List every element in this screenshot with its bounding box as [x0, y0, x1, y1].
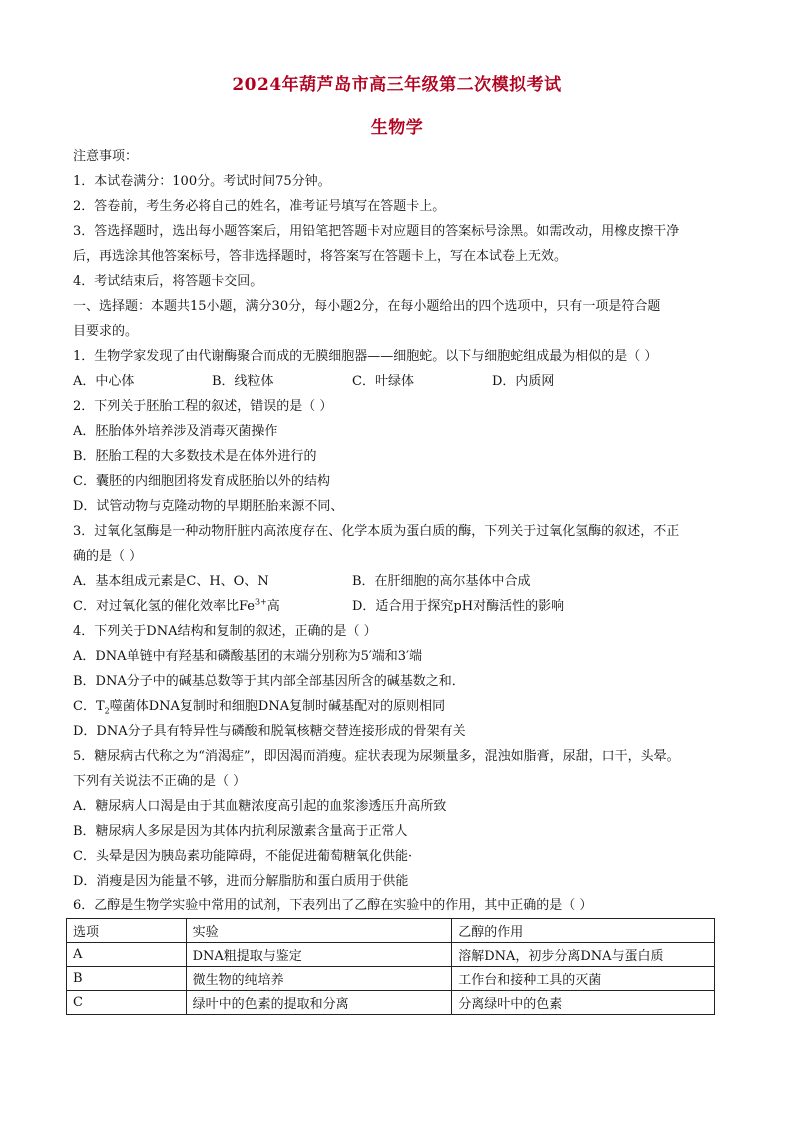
- table-cell: C: [67, 991, 187, 1015]
- option-a: A．糖尿病人口渴是由于其血糖浓度高引起的血浆渗透压升高所致: [73, 799, 447, 814]
- ethanol-table: [66, 918, 715, 1015]
- table-cell: 微生物的纯培养: [186, 967, 452, 991]
- question-6-stem: 6．乙醇是生物学实验中常用的试剂，下表列出了乙醇在实验中的作用，其中正确的是（ ）: [73, 898, 593, 913]
- option-c: [73, 698, 733, 716]
- question-1-stem: 1．生物学家发现了由代谢酶聚合而成的无膜细胞器——细胞蛇。以下与细胞蛇组成最为相似的是（ ）: [73, 349, 658, 364]
- option-b: B．糖尿病人多尿是因为其体内抗利尿激素含量高于正常人: [73, 824, 408, 839]
- table-row: [67, 991, 715, 1015]
- option-c: C．叶绿体: [352, 374, 414, 389]
- option-a: A．基本组成元素是C、H、O、N: [73, 574, 269, 589]
- option-b: B．线粒体: [212, 374, 274, 389]
- phage-subscript: 2: [104, 706, 110, 716]
- option-d: D．内质网: [492, 374, 555, 389]
- exam-title: 2024年葫芦岛市高三年级第二次模拟考试: [232, 75, 562, 95]
- note-item: 2．答卷前，考生务必将自己的姓名，准考证号填写在答题卡上。: [73, 199, 446, 214]
- option-c-text: C．对过氧化氢的催化效率比Fe: [73, 599, 255, 614]
- option-b: B．胚胎工程的大多数技术是在体外进行的: [73, 449, 317, 464]
- option-a: A．胚胎体外培养涉及消毒灭菌操作: [73, 424, 278, 439]
- table-cell: 工作台和接种工具的灭菌: [452, 967, 715, 991]
- question-3-stem: 3．过氧化氢酶是一种动物肝脏内高浓度存在、化学本质为蛋白质的酶，下列关于过氧化氢酶的叙述，不正: [73, 524, 680, 539]
- option-d: D．试管动物与克隆动物的早期胚胎来源不同、: [73, 499, 344, 514]
- table-cell: A: [67, 943, 187, 967]
- table-cell: B: [67, 967, 187, 991]
- question-5-stem-cont: 下列有关说法不正确的是（ ）: [73, 774, 247, 789]
- option-b: B．DNA分子中的碱基总数等于其内部全部基因所含的碱基数之和．: [73, 674, 465, 689]
- table-header: 选项: [67, 919, 187, 943]
- charge-superscript: 3+: [254, 597, 267, 607]
- option-c: C．头晕是因为胰岛素功能障碍，不能促进葡萄糖氧化供能·: [73, 849, 413, 864]
- table-cell: DNA粗提取与鉴定: [186, 943, 452, 967]
- note-item: 后，再选涂其他答案标号，答非选择题时，将答案写在答题卡上，写在本试卷上无效。: [73, 249, 568, 264]
- note-item: 3．答选择题时，选出每小题答案后，用铅笔把答题卡对应题目的答案标号涂黑。如需改动，用橡皮擦干净: [73, 224, 680, 239]
- table-cell: 绿叶中的色素的提取和分离: [186, 991, 452, 1015]
- option-b: B．在肝细胞的高尔基体中合成: [352, 574, 531, 589]
- option-c-text-end: 噬菌体DNA复制时和细胞DNA复制时碱基配对的原则相同: [109, 699, 446, 714]
- option-d: D．适合用于探究pH对酶活性的影响: [352, 599, 565, 614]
- table-header: 乙醇的作用: [452, 919, 715, 943]
- notes-heading: 注意事项：: [73, 149, 139, 164]
- option-d: D．DNA分子具有特异性与磷酸和脱氧核糖交替连接形成的骨架有关: [73, 724, 466, 739]
- note-item: 1．本试卷满分：100分。考试时间75分钟。: [73, 174, 331, 189]
- option-a: A．DNA单链中有羟基和磷酸基团的末端分别称为5′端和3′端: [73, 649, 423, 664]
- question-3-stem-cont: 确的是（ ）: [73, 549, 143, 564]
- table-header: 实验: [186, 919, 452, 943]
- section-heading-cont: 目要求的。: [73, 324, 139, 339]
- table-row: [67, 967, 715, 991]
- option-a: A．中心体: [73, 374, 135, 389]
- note-item: 4．考试结束后，将答题卡交回。: [73, 274, 264, 289]
- question-2-stem: 2．下列关于胚胎工程的叙述，错误的是（ ）: [73, 399, 333, 414]
- option-d: D．消瘦是因为能量不够，进而分解脂肪和蛋白质用于供能: [73, 874, 409, 889]
- question-4-stem: 4．下列关于DNA结构和复制的叙述，正确的是（ ）: [73, 624, 377, 639]
- option-c: C．囊胚的内细胞团将发育成胚胎以外的结构: [73, 474, 330, 489]
- question-5-stem: 5．糖尿病古代称之为“消渴症”，即因渴而消瘦。症状表现为尿频量多，混浊如脂膏，尿甜，口干，头晕。: [73, 749, 680, 764]
- table-header-row: [67, 919, 715, 943]
- option-c-text: C．T: [73, 699, 105, 714]
- section-heading: 一、选择题：本题共15小题，满分30分，每小题2分，在每小题给出的四个选项中，只有一项是符合题: [73, 299, 661, 314]
- table-cell: 分离绿叶中的色素: [452, 991, 715, 1015]
- table-cell: 溶解DNA，初步分离DNA与蛋白质: [452, 943, 715, 967]
- option-c: [73, 598, 280, 616]
- table-row: [67, 943, 715, 967]
- option-c-text-end: 高: [266, 599, 280, 614]
- subject-title: 生物学: [370, 118, 424, 138]
